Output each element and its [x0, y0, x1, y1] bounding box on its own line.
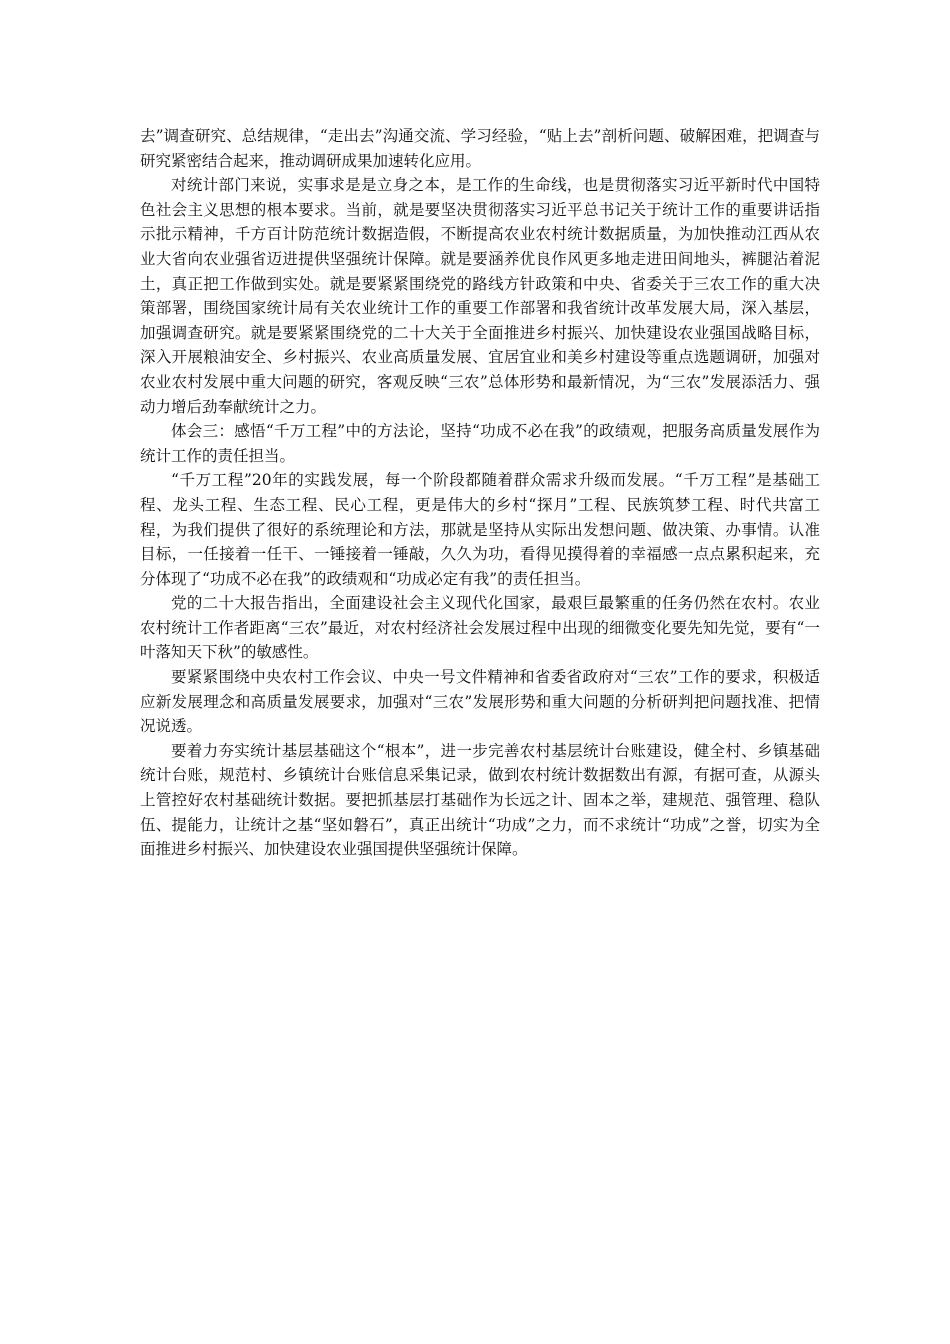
document-body	[140, 124, 820, 862]
paragraph-statistics-principle: 对统计部门来说，实事求是是立身之本，是工作的生命线，也是贯彻落实习近平新时代中国特色社会主义思想的根本要求。当前，就是要坚决贯彻落实习近平总书记关于统计工作的重要讲话指示批示精神，千方百计防范统计数据造假，不断提高农业农村统计数据质量，为加快推动江西从农业大省向农业强省迈进提供坚强统计保障。就是要涵养优良作风更多地走进田间地头，裤腿沾着泥土，真正把工作做到实处。就是要紧紧围绕党的路线方针政策和中央、省委关于三农工作的重大决策部署，围绕国家统计局有关农业统计工作的重要工作部署和我省统计改革发展大局，深入基层，加强调查研究。就是要紧紧围绕党的二十大关于全面推进乡村振兴、加快建设农业强国战略目标，深入开展粮油安全、乡村振兴、农业高质量发展、宜居宜业和美乡村建设等重点选题调研，加强对农业农村发展中重大问题的研究，客观反映“三农”总体形势和最新情况，为“三农”发展添活力、强动力增后劲奉献统计之力。	[140, 176, 820, 416]
paragraph-party-report: 党的二十大报告指出，全面建设社会主义现代化国家，最艰巨最繁重的任务仍然在农村。农业农村统计工作者距离“三农”最近，对农村经济社会发展过程中出现的细微变化要先知先觉，要有“一叶落知天下秋”的敏感性。	[140, 594, 820, 662]
paragraph-central-requirements: 要紧紧围绕中央农村工作会议、中央一号文件精神和省委省政府对“三农”工作的要求，积极适应新发展理念和高质量发展要求，加强对“三农”发展形势和重大问题的分析研判把问题找准、把情况说透。	[140, 668, 820, 736]
paragraph-grassroots-foundation: 要着力夯实统计基层基础这个“根本”，进一步完善农村基层统计台账建设，健全村、乡镇基础统计台账，规范村、乡镇统计台账信息采集记录，做到农村统计数据数出有源，有据可查，从源头上管控好农村基础统计数据。要把抓基层打基础作为长远之计、固本之举，建规范、强管理、稳队伍、提能力，让统计之基“坚如磐石”，真正出统计“功成”之力，而不求统计“功成”之誉，切实为全面推进乡村振兴、加快建设农业强国提供坚强统计保障。	[140, 741, 820, 859]
paragraph-insight-three: 体会三：感悟“千万工程”中的方法论，坚持“功成不必在我”的政绩观，把服务高质量发展作为统计工作的责任担当。	[140, 422, 820, 465]
paragraph-continuation: 去”调查研究、总结规律，“走出去”沟通交流、学习经验，“贴上去”剖析问题、破解困难，把调查与研究紧密结合起来，推动调研成果加速转化应用。	[140, 127, 820, 170]
paragraph-qianwan-project: “千万工程”20年的实践发展，每一个阶段都随着群众需求升级而发展。“千万工程”是基础工程、龙头工程、生态工程、民心工程，更是伟大的乡村“探月”工程、民族筑梦工程、时代共富工程，为我们提供了很好的系统理论和方法，那就是坚持从实际出发想问题、做决策、办事情。认准目标，一任接着一任干、一锤接着一锤敲，久久为功，看得见摸得着的幸福感一点点累积起来，充分体现了“功成不必在我”的政绩观和“功成必定有我”的责任担当。	[140, 471, 820, 588]
